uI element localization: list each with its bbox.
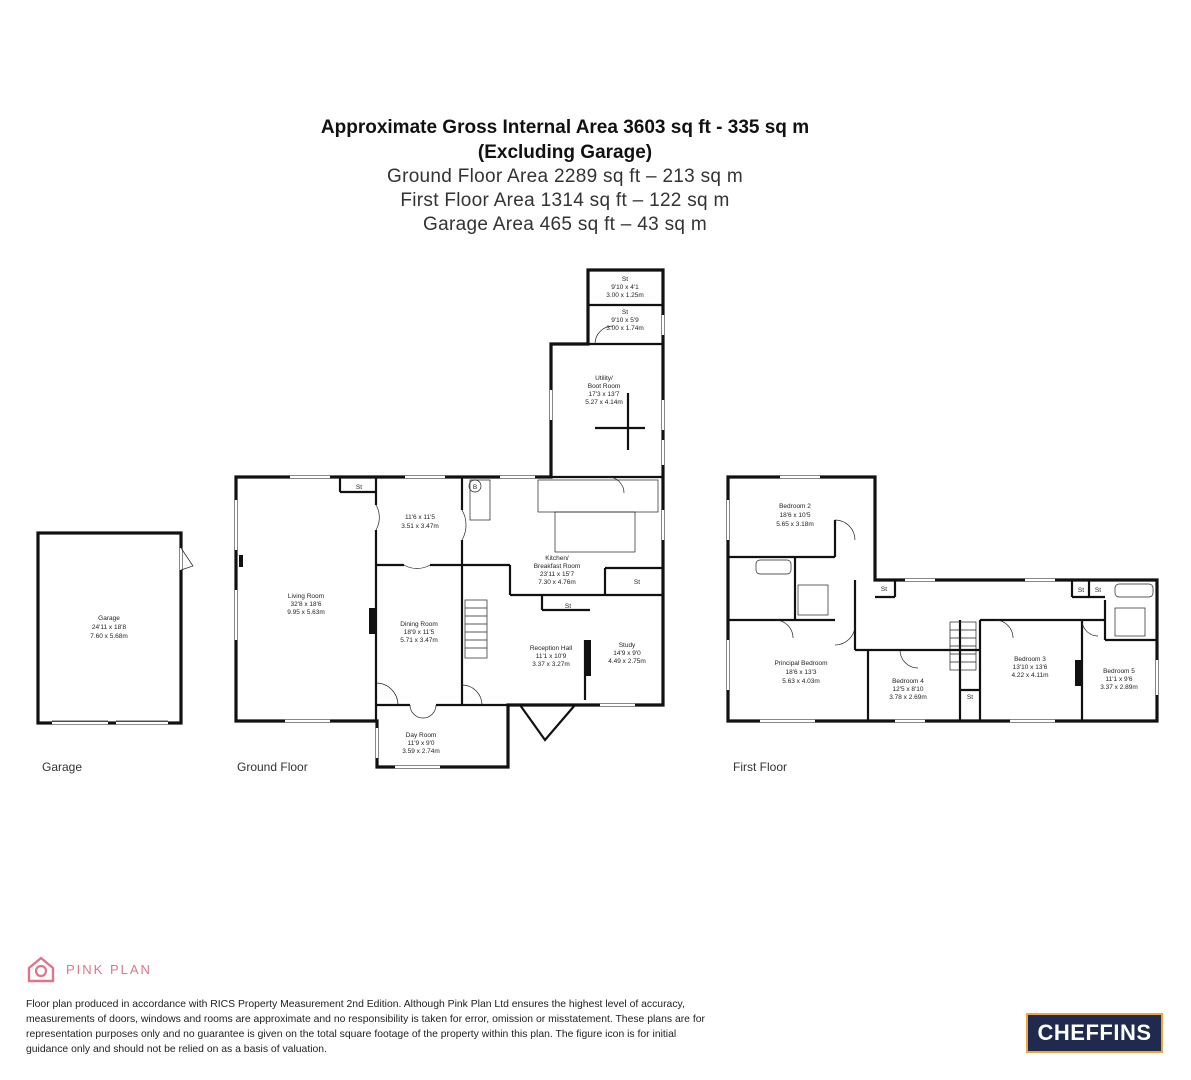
bed5-imperial: 11'1 x 9'6 [1105,676,1133,683]
store2-metric: 3.00 x 1.74m [606,325,644,332]
utility-metric: 5.27 x 4.14m [585,399,623,406]
ground-floor-area: Ground Floor Area 2289 sq ft – 213 sq m [386,166,743,187]
study-metric: 4.49 x 2.75m [608,658,646,665]
store2-imperial: 9'10 x 5'9 [611,317,639,324]
dining-metric: 5.71 x 3.47m [400,637,438,644]
living-store-label: St [355,484,363,491]
bed4-name: Bedroom 4 [892,678,924,685]
store1-metric: 3.00 x 1.25m [606,292,644,299]
garage-metric: 7.60 x 5.68m [90,633,128,640]
store-a-label: St [1077,587,1085,594]
utility-name-2: Boot Room [587,383,621,390]
dayroom-imperial: 11'9 x 9'0 [407,740,435,747]
bed2-imperial: 18'6 x 10'5 [779,512,811,519]
first-floor-title: First Floor [733,760,787,774]
bed3-metric: 4.22 x 4.11m [1011,672,1049,679]
snug-metric: 3.51 x 3.47m [401,523,439,530]
kitchen-name-2: Breakfast Room [533,563,581,570]
kitchen-imperial: 23'11 x 15'7 [539,571,575,578]
kitchen-store-label: St [564,603,572,610]
area-title: Approximate Gross Internal Area 3603 sq ft - 335 sq m [320,117,810,138]
dining-imperial: 18'9 x 11'5 [403,629,435,636]
bed5-name: Bedroom 5 [1103,668,1135,675]
dayroom-name: Day Room [405,732,437,739]
bed2-metric: 5.65 x 3.18m [776,521,814,528]
boiler-label: B [472,484,478,491]
landing-store-label: St [880,586,888,593]
first-floor-area: First Floor Area 1314 sq ft – 122 sq m [400,190,730,211]
utility-name-1: Utility/ [595,375,613,382]
bed4-imperial: 12'5 x 8'10 [892,686,924,693]
living-metric: 9.95 x 5.63m [287,609,325,616]
study-imperial: 14'9 x 9'0 [613,650,641,657]
dining-name: Dining Room [400,621,438,628]
pink-plan-logo [26,954,152,984]
bed3-imperial: 13'10 x 13'6 [1012,664,1048,671]
house-icon [26,954,56,984]
principal-metric: 5.63 x 4.03m [782,678,820,685]
study-name: Study [618,642,636,649]
brand-name: PINK PLAN [66,961,152,977]
garage-area: Garage Area 465 sq ft – 43 sq m [423,214,707,235]
bed4-store-label: St [966,694,974,701]
principal-name: Principal Bedroom [774,660,828,667]
utility-imperial: 17'3 x 13'7 [588,391,620,398]
ground-floor-plan [236,270,663,767]
hall-store-label: St [633,579,641,586]
reception-imperial: 11'1 x 10'9 [535,653,567,660]
first-floor-plan [728,477,1157,721]
principal-imperial: 18'6 x 13'3 [785,669,817,676]
living-name: Living Room [287,593,325,600]
reception-metric: 3.37 x 3.27m [532,661,570,668]
bed5-metric: 3.37 x 2.89m [1100,684,1138,691]
store2-name: St [621,309,629,316]
bed4-metric: 3.78 x 2.69m [889,694,927,701]
snug-imperial: 11'6 x 11'5 [404,514,436,521]
disclaimer: Floor plan produced in accordance with RICS Property Measurement 2nd Edition. Although Pink Plan Ltd ensures the highest level of accuracy, measurements of doors, windows and rooms are approximate and no responsibility is taken for error, omission or misstatement. These plans are for representation purposes only and no guarantee is given on the total square footage of the property within this plan. The figure icon is for initial guidance only and should not be relied on as a basis of valuation. [26,999,705,1055]
garage-plan [38,533,193,723]
ground-floor-title: Ground Floor [237,760,308,774]
agent-logo: CHEFFINS [1026,1013,1163,1053]
store-b-label: St [1094,587,1102,594]
living-imperial: 32'8 x 18'6 [290,601,322,608]
reception-name: Reception Hall [529,645,573,652]
kitchen-metric: 7.30 x 4.76m [538,579,576,586]
store1-name: St [621,276,629,283]
bed2-name: Bedroom 2 [779,503,811,510]
bed3-name: Bedroom 3 [1014,656,1046,663]
area-subtitle: (Excluding Garage) [477,142,653,163]
garage-name: Garage [98,615,120,622]
garage-floor-title: Garage [42,760,83,774]
kitchen-name-1: Kitchen/ [545,555,569,562]
garage-imperial: 24'11 x 18'8 [91,624,127,631]
dayroom-metric: 3.59 x 2.74m [402,748,440,755]
store1-imperial: 9'10 x 4'1 [611,284,639,291]
